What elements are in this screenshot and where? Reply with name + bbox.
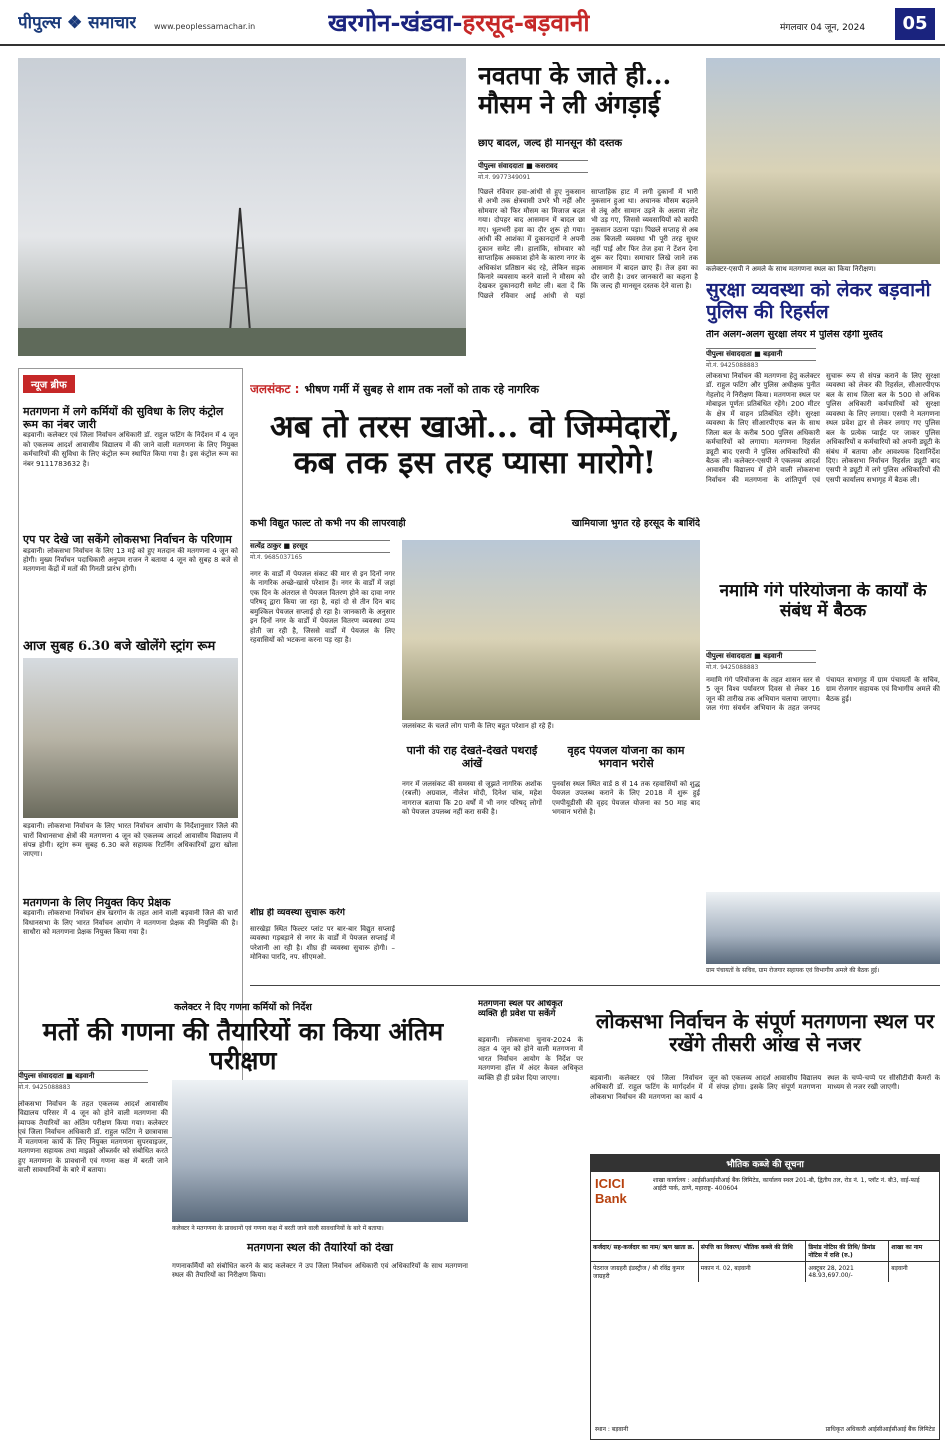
story5-body2: गणनाकर्मियों को संबोधित करने के बाद कलेक्टर ने उप जिला निर्वाचन अधिकारी एवं अधिकारियों के साथ मतगणना स्थल की तैयारियों का निरीक्षण किया।	[172, 1262, 468, 1280]
notice-title: भौतिक कब्जे की सूचना	[591, 1155, 939, 1172]
newspaper-logo: पीपुल्स ❖ समाचार	[18, 13, 137, 33]
notice-col2-head: संपत्ति का विवरण/ भौतिक कब्जे की तिथि	[699, 1241, 807, 1261]
notice-col3-head: डिमांड नोटिस की तिथि/ डिमांड नोटिस में राशि (रु.)	[806, 1241, 889, 1261]
story5-byline: पीपुल्स संवाददाता ■ बड़वानी	[18, 1070, 148, 1083]
story1-body: पिछले रविवार हवा-आंधी से हुए नुकसान से अभी तक क्षेत्रवासी उभरे भी नहीं और सोमवार को फिर मौसम का मिजाज बदल गया। दोपहर बाद आसमान में बादल छा गए। धूलभरी हवा का दौर शुरू हो गया। आंधी की आशंका में दुकानदारों ने अपनी दुकान समेट ली। हालांकि, सोमवार को साप्ताहिक अवकाश होने के कारण नगर के अधिकांश प्रतिष्ठान बंद रहे, लेकिन सड़क किनारे व्यवसाय करने वालों ने मौसम को देखकर दुकानदारी समेट ली। बता दें कि पिछले रविवार आई आंधी से यहां साप्ताहिक हाट में लगी दुकानों में भारी नुकसान हुआ था। अचानक मौसम बदलने से तंबू और सामान उड़ने के अलावा नोट भी उड़ गए, जिससे व्यवसायियों को काफी नुकसान उठाना पड़ा। पिछले सप्ताह से अब तक बिजली व्यवस्था भी पूरी तरह सुधर नहीं पाई और फिर तेज हवा ने टेंशन देना शुरू कर दिया। समाचार लिखे जाने तक आसमान में बादल छाए हैं। तेज हवा का दौर जारी है। उधर जानकारों का कहना है कि जल्द ही मानसून दस्तक देने वाला है।	[478, 188, 698, 300]
story3-kicker: जलसंकट :	[250, 382, 300, 396]
story3-kicker2: भीषण गर्मी में सुबह से शाम तक नलों को ताक रहे नागरिक	[304, 383, 539, 396]
icici-logo: ICICI Bank	[595, 1176, 627, 1206]
brief-text-2: बड़वानी। लोकसभा निर्वाचन के लिए 13 मई को हुए मतदान की मतगणना 4 जून को होगी। मुख्य निर्वाचन पदाधिकारी अनुपम राजन ने बताया 4 जून को सुबह 8 बजे से मतगणना केंद्रों में मतों की गिनती प्रारंभ होगी।	[23, 546, 238, 574]
tower-illustration	[18, 58, 466, 356]
story3-side-head: शीघ्र ही व्यवस्था सुचारू करेंगे	[250, 908, 345, 918]
story1-subhead: छाए बादल, जल्द ही मानसून की दस्तक	[478, 138, 623, 149]
story2-headline: सुरक्षा व्यवस्था को लेकर बड़वानी पुलिस की रिहर्सल	[706, 280, 931, 323]
notice-office: शाखा कार्यालय : आईसीआईसीआई बैंक लिमिटेड, कार्यालय स्थल 201-बी, द्वितीय तल, रोड नं. 1, प्लॉट नं. बी3, वाई-फाई आईटी पार्क, ठाणे, महाराष्ट्र- 400604	[652, 1177, 920, 1192]
story7-headline: लोकसभा निर्वाचन के संपूर्ण मतगणना स्थल पर रखेंगे तीसरी आंख से नजर	[595, 1010, 935, 1056]
story5-mobile: मो.नं. 9425088883	[18, 1084, 71, 1091]
possession-notice	[590, 1154, 940, 1440]
counting-staff-caption: कलेक्टर ने मतगणना के प्रावधानों एवं गणना कक्ष में बरती जाने वाली सावधानियों के बारे में बताया।	[172, 1224, 468, 1232]
story5-headline: मतों की गणना की तैयारियों का किया अंतिम परीक्षण	[42, 1018, 444, 1075]
story3-sub-left: कभी विद्युत फाल्ट तो कभी नप की लापरवाही	[250, 518, 406, 529]
strong-room-photo	[23, 658, 238, 818]
sky-tower-photo	[18, 58, 466, 356]
story3-byline: सत्येंद्र ठाकुर ■ हरसूद	[250, 540, 390, 553]
brief-text-3: बड़वानी। लोकसभा निर्वाचन के लिए भारत निर्वाचन आयोग के निर्देशानुसार जिले की चारों विधानसभा क्षेत्रों की मतगणना 4 जून को एकलव्य आदर्श आवासीय विद्यालय में संपन्न होगी। स्ट्रांग रूम सुबह 6.30 बजे सहायक रिटर्निंग अधिकारियों द्वारा खोला जाएगा।	[23, 822, 238, 859]
masthead	[0, 0, 945, 46]
notice-col4-head: शाखा का नाम	[891, 1244, 923, 1251]
page-number: 05	[895, 8, 935, 40]
notice-date: अक्टूबर 28, 2021	[808, 1265, 854, 1272]
story3-sub-right: खामियाजा भुगत रहे हरसूद के बाशिंदे	[571, 518, 700, 529]
story3-col3-body: पुनर्वास स्थल स्थित वार्ड 8 से 14 तक रहवासियों को शुद्ध पेयजल उपलब्ध कराने के लिए 2018 में शुरू हुई एमपीयूडीसी की वृहद पेयजल योजना का 50 माह बाद भगवान भरोसे है।	[552, 780, 700, 817]
brief-title-3: आज सुबह 6.30 बजे खोलेंगे स्ट्रांग रूम	[23, 638, 216, 654]
story4-byline-box	[706, 650, 816, 671]
story5-body: लोकसभा निर्वाचन के तहत एकलव्य आदर्श आवासीय विद्यालय परिसर में 4 जून को होने वाली मतगणना की व्यापक तैयारियों का अंतिम परीक्षण किया गया। कलेक्टर एवं जिला निर्वाचन अधिकारी डॉ. राहुल फटिंग ने छात्रावास में मतगणना कार्य के लिए नियुक्त मतगणना सुपरवाइजर, मतगणना सहायक तथा माइक्रो ऑब्जर्वर को संबोधित करते हुए मतगणना के प्रावधानों एवं गणना कक्ष में बरती जाने वाली सावधानियों के बारे में बताया।	[18, 1100, 168, 1175]
water-crisis-photo	[402, 540, 700, 720]
story3-quote: सारखेड़ा स्थित फिल्टर प्लांट पर बार-बार विद्युत सप्लाई व्यवस्था गड़बड़ाने से नगर के वार्डों में पेयजल सप्लाई में परेशानी आ रही है। शीघ्र ही व्यवस्था सुचारू होगी। – मोनिका पारदि, नप. सीएमओ.	[250, 925, 395, 962]
meeting-photo	[706, 892, 940, 964]
story3-body: नगर के वार्डों में पेयजल संकट की मार से इन दिनों नगर के नागरिक अच्छे-खासे परेशान हैं। नगर के वार्डों में जहां एक दिन के अंतराल से पेयजल वितरण होने का दावा नगर परिषद् द्वारा किया जा रहा है, वहां दो से तीन दिन बाद बमुश्किल पेयजल सप्लाई हो रहा है। जानकारी के अनुसार इन दिनों नगर के वार्डों में पेयजल वितरण व्यवस्था ठप्प होती जा रही है, जिससे वार्डों में पेयजल के लिए रहवासियों को भटकना करना पड़ रहा है।	[250, 570, 395, 645]
story6-body: बड़वानी। लोकसभा चुनाव-2024 के तहत 4 जून को होने वाली मतगणना में भारत निर्वाचन आयोग के निर्देश पर मतगणना हॉल में अंदर केवल अधिकृत व्यक्ति ही ही प्रवेश दिया जाएगा।	[478, 1036, 583, 1082]
story3-kicker-row	[250, 378, 700, 398]
notice-amount: 48.93,697.00/-	[808, 1272, 853, 1279]
story2-subhead: तीन अलग-अलग सुरक्षा लेयर में पुलिस रहेगी मुस्तैद	[706, 330, 883, 340]
story4-mobile: मो.नं. 9425088883	[706, 664, 759, 671]
story5-subhead: मतगणना स्थल की तैयारियों को देखा	[247, 1242, 393, 1254]
notice-col1-head: कर्जदार/ सह-कर्जदार का नाम/ ऋण खाता क्र.	[591, 1241, 699, 1261]
story1-byline-box	[478, 160, 588, 181]
story3-col2-head: पानी की राह देखते-देखते पथराईं आंखें	[406, 745, 538, 770]
meeting-photo-caption: ग्राम पंचायतों के सचिव, ग्राम रोजगार सहायक एवं विभागीय अमले की बैठक हुई।	[706, 966, 940, 974]
section-title: खरगोन-खंडवा-हरसूद-बड़वानी	[328, 8, 590, 37]
news-brief-label: न्यूज ब्रीफ	[23, 375, 75, 393]
story3-col3-head: वृहद पेयजल योजना का काम भगवान भरोसे	[567, 745, 685, 770]
counting-staff-photo	[172, 1080, 468, 1222]
story2-byline: पीपुल्स संवाददाता ■ बड़वानी	[706, 348, 816, 361]
story7-body: बड़वानी। कलेक्टर एवं जिला निर्वाचन अधिकारी डॉ. राहुल फटिंग के मार्गदर्शन में लोकसभा निर्वाचन की मतगणना का कार्य 4 जून को एकलव्य आदर्श आवासीय विद्यालय में संपन्न होगा। इसके लिए संपूर्ण मतगणना स्थल के चप्पे-चप्पे पर सीसीटीवी कैमरों के माध्यम से नजर रखी जाएगी।	[590, 1074, 940, 1101]
story5-byline-box	[18, 1070, 148, 1091]
brief-text-1: बड़वानी। कलेक्टर एवं जिला निर्वाचन अधिकारी डॉ. राहुल फटिंग के निर्देशन में 4 जून को एकलव्य आदर्श आवासीय विद्यालय में की जाने वाली मतगणना के लिए नियुक्त कर्मचारियों की सुविधा के लिए कंट्रोल रूम स्थापित किया गया है। इस कंट्रोल रूम का नंबर 9111783632 है।	[23, 431, 238, 468]
brief-title-1: मतगणना में लगे कर्मियों की सुविधा के लिए कंट्रोल रूम का नंबर जारी	[23, 405, 224, 432]
notice-property: मकान नं. 02, बड़वानी	[699, 1261, 807, 1282]
brief-title-2: एप पर देखे जा सकेंगे लोकसभा निर्वाचन के परिणाम	[23, 533, 232, 547]
story2-body: लोकसभा निर्वाचन की मतगणना हेतु कलेक्टर डॉ. राहुल फटिंग और पुलिस अधीक्षक पुनीत गेहलोद ने निरीक्षण किया। मतगणना स्थल पर मोबाइल पूर्णतः प्रतिबंधित रहेंगे। 200 मीटर के क्षेत्र में वाहन प्रतिबंधित रहेंगे। सुरक्षा व्यवस्था के लिए सीआरपीएफ बल के साथ जिला बल के करीब 500 पुलिस अधिकारी कर्मचारियों को लगाया। मतगणना रिहर्सल ड्यूटी बाद एसपी ने पुलिस अधिकारियों की बैठक ली। कलेक्टर-एसपी ने एकलव्य आदर्श आवासीय विद्यालय में होने वाली लोकसभा निर्वाचन की मतगणना के शांतिपूर्ण एवं सुचारू रूप से संपन्न कराने के लिए सुरक्षा व्यवस्था को लेकर की रिहर्सल, सीआरपीएफ बल के साथ जिला बल के 500 से अधिक पुलिस अधिकारी कर्मचारियों को सुरक्षा व्यवस्था के लिए लगाया। एसपी ने मतगणना स्थल प्रवेश द्वार से लेकर लगाए गए पुलिस बल के प्रत्येक प्वाईंट पर जाकर पुलिस अधिकारियों व कर्मचारियों को अपनी ड्यूटी के संबंध में बताया और आवश्यक दिशानिर्देश दिए। लोकसभा निर्वाचन रिहर्सल ड्यूटी बाद एसपी ने ड्यूटी में लगे पुलिस अधिकारियों की एसपी कार्यालय सभागृह में बैठक ली।	[706, 372, 940, 484]
notice-borrower: पेठराज जाग्रहरी इंडस्ट्रीज / श्री रविंद्र कुमार जाग्रहरी	[591, 1261, 699, 1282]
story3-mobile: मो.नं. 9685037165	[250, 554, 303, 561]
story2-byline-box	[706, 348, 816, 369]
story6-head: मतगणना स्थल पर अधिकृत व्यक्ति ही प्रवेश पा सकेंगे	[478, 1000, 563, 1019]
inspection-photo	[706, 58, 940, 264]
story1-headline: नवतपा के जाते ही... मौसम ने ली अंगड़ाई	[478, 62, 672, 119]
story5-kicker: कलेक्टर ने दिए गणना कर्मियों को निर्देश	[174, 1002, 312, 1013]
story3-col2-body: नगर में जलसंकट की समस्या से जूझते नागरिक अशोक (रबली) अग्रवाल, नीलेश मोदी, दिनेश चांब, महेश नागराज बताया कि 20 वर्षों में भी नगर परिषद् लोगों को पेयजल उपलब्ध नहीं करा सकी है।	[402, 780, 542, 817]
notice-table	[591, 1240, 939, 1282]
story1-byline: पीपुल्स संवाददाता ■ कसरावद	[478, 160, 588, 173]
brief-title-4: मतगणना के लिए नियुक्त किए प्रेक्षक	[23, 896, 171, 910]
story4-body: नमामि गंगे परियोजना के तहत शासन स्तर से 5 जून विश्व पर्यावरण दिवस से लेकर 16 जून की तारीख तक अभियान चलाया जाएगा। जल गंगा संवर्धन अभियान के तहत जनपद पंचायत सभागृह में ग्राम पंचायतों के सचिव, ग्राम रोजगार सहायक एवं विभागीय अमले की बैठक हुई।	[706, 676, 940, 713]
story4-byline: पीपुल्स संवाददाता ■ बड़वानी	[706, 650, 816, 663]
story3-headline: अब तो तरस खाओ... वो जिम्मेदारों, कब तक इस तरह प्यासा मारोगे!	[270, 410, 680, 481]
inspection-photo-caption: कलेक्टर-एसपी ने अमले के साथ मतगणना स्थल का किया निरीक्षण।	[706, 265, 940, 274]
notice-branch: बड़वानी	[889, 1261, 939, 1282]
brief-text-4: बड़वानी। लोकसभा निर्वाचन क्षेत्र खरगोन के तहत आने वाली बड़वानी जिले की चारों विधानसभा के लिए भारत निर्वाचन आयोग ने मतगणना प्रेक्षक की नियुक्ति की है। साधौरा को मतगणना प्रेक्षक नियुक्त किया गया है।	[23, 909, 238, 937]
story4-headline: नमामि गंगे परियोजना के कार्यों के संबंध में बैठक	[719, 582, 927, 621]
notice-signatory: प्राधिकृत अधिकारी आईसीआईसीआई बैंक लिमिटेड	[825, 1426, 935, 1433]
water-crisis-caption: जलसंकट के चलते लोग पानी के लिए बहुत परेशान हो रहे हैं।	[402, 722, 700, 731]
story3-subheads	[250, 516, 700, 529]
issue-date: मंगलवार 04 जून, 2024	[780, 23, 866, 33]
story1-mobile: मो.नं. 9977349091	[478, 174, 531, 181]
website-url[interactable]: www.peoplessamachar.in	[154, 22, 256, 31]
divider	[250, 985, 940, 986]
story3-byline-box	[250, 540, 390, 561]
notice-place: स्थान : बड़वानी	[595, 1426, 629, 1433]
story2-mobile: मो.नं. 9425088883	[706, 362, 759, 369]
